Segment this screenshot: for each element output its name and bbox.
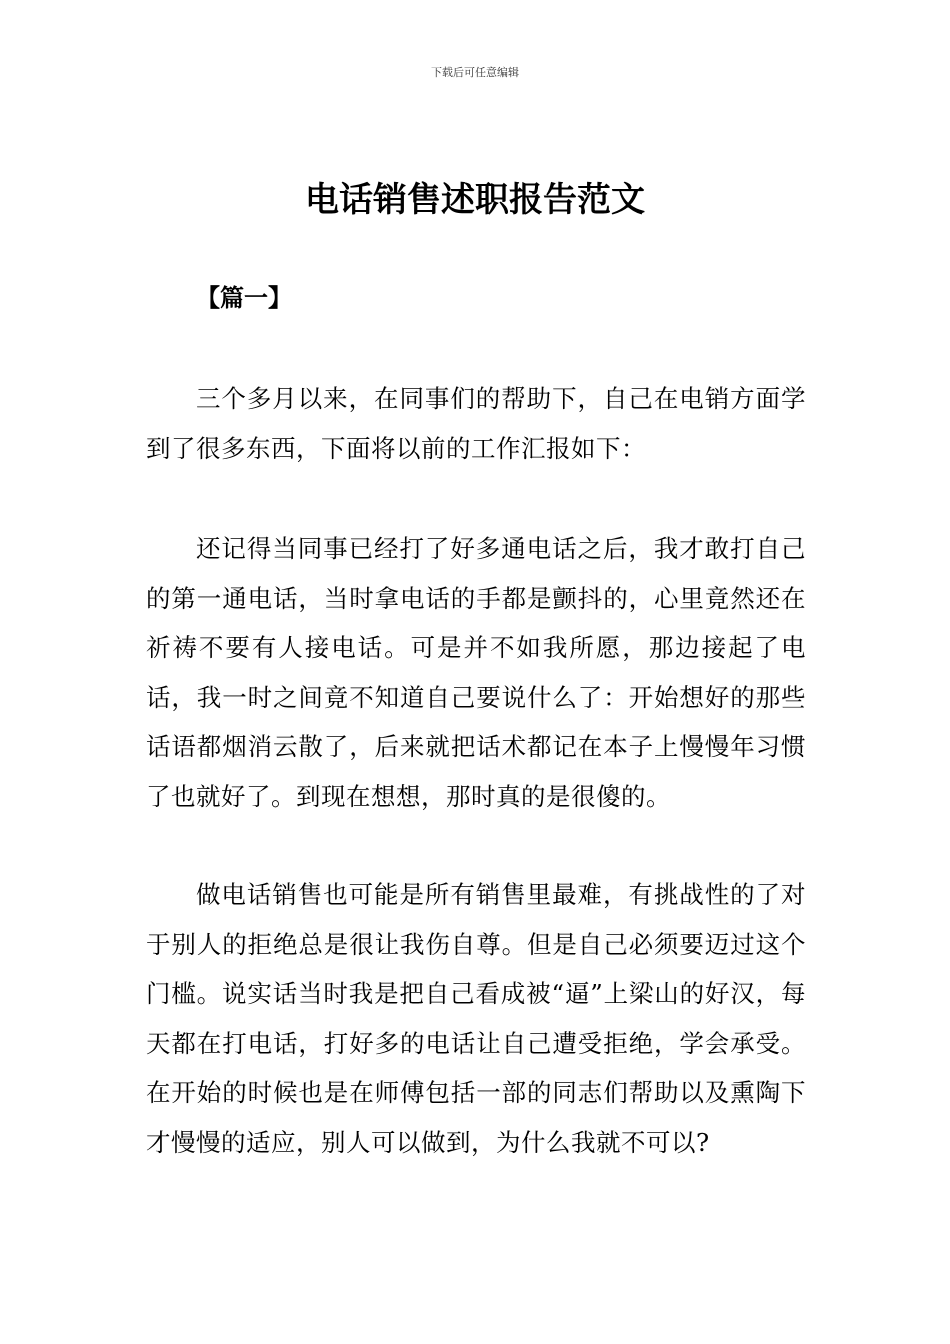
paragraph-3: 做电话销售也可能是所有销售里最难，有挑战性的了对于别人的拒绝总是很让我伤自尊。但是自己必须要迈过这个门槛。说实话当时我是把自己看成被“逼”上梁山的好汉，每天都在打电话，打好多的电话让自己遭受拒绝，学会承受。在开始的时候也是在师傅包括一部的同志们帮助以及熏陶下才慢慢的适应，别人可以做到，为什么我就不可以? bbox=[146, 880, 806, 1157]
document-title: 电话销售述职报告范文 bbox=[305, 180, 645, 220]
paragraph-1: 三个多月以来，在同事们的帮助下，自己在电销方面学到了很多东西，下面将以前的工作汇报如下： bbox=[146, 384, 806, 463]
paragraph-2: 还记得当同事已经打了好多通电话之后，我才敢打自己的第一通电话，当时拿电话的手都是颤抖的，心里竟然还在祈祷不要有人接电话。可是并不如我所愿，那边接起了电话，我一时之间竟不知道自己要说什么了：开始想好的那些话语都烟消云散了，后来就把话术都记在本子上慢慢年习惯了也就好了。到现在想想，那时真的是很傻的。 bbox=[146, 534, 806, 811]
header-note: 下载后可任意编辑 bbox=[431, 66, 519, 79]
section-label: 【篇一】 bbox=[196, 284, 292, 312]
